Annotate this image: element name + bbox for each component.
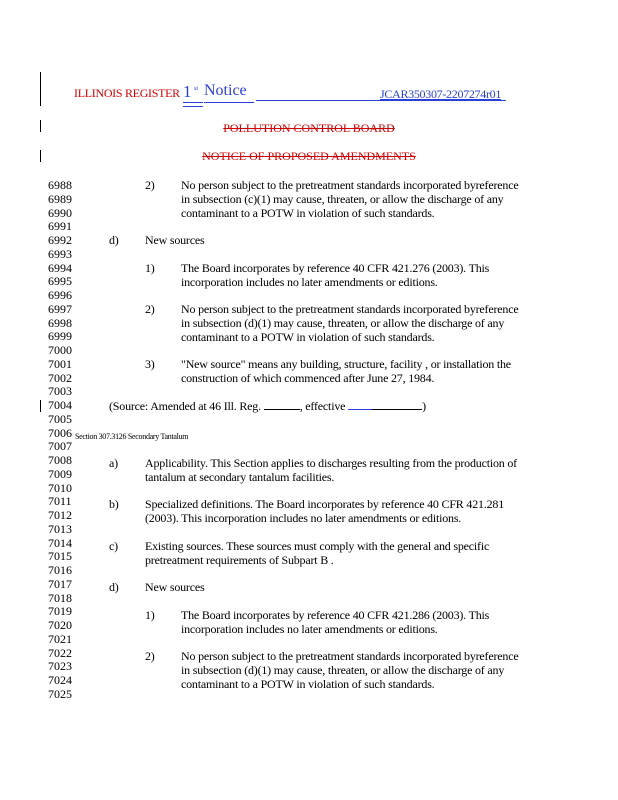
line-number: 7009: [48, 466, 72, 481]
header-underline: [183, 106, 203, 107]
list-label: 1): [145, 261, 155, 275]
line-number: 6999: [48, 329, 72, 344]
paragraph-line: Applicability. This Section applies to discharges resulting from the production of: [145, 456, 517, 470]
line-number: 6992: [48, 233, 72, 247]
list-label: 1): [145, 608, 155, 622]
list-label: d): [109, 233, 119, 247]
line-number: 7006: [48, 425, 72, 440]
paragraph-line: pretreatment requirements of Subpart B .: [145, 553, 334, 567]
source-note: [109, 399, 426, 413]
board-title: POLLUTION CONTROL BOARD: [223, 121, 395, 135]
header-underline: [183, 102, 203, 103]
register-title: ILLINOIS REGISTER: [74, 86, 180, 100]
line-number: 7025: [48, 686, 72, 701]
list-label: 2): [145, 302, 155, 316]
paragraph-line: incorporation includes no later amendments or editions.: [181, 622, 438, 636]
paragraph-line: incorporation includes no later amendments or editions.: [181, 275, 438, 289]
paragraph-line: Specialized definitions. The Board incorporates by reference 40 CFR 421.281: [145, 497, 505, 511]
line-number: 7015: [48, 549, 72, 564]
line-number: 7023: [48, 659, 72, 674]
line-number: 7000: [48, 343, 72, 357]
line-number: 6997: [48, 301, 72, 316]
source-text: ): [422, 399, 426, 413]
header-underline: [204, 102, 254, 103]
paragraph-line: No person subject to the pretreatment standards incorporated byreference: [181, 649, 519, 663]
paragraph-line: "New source" means any building, structure, facility , or installation the: [181, 357, 511, 371]
issue-number-suffix: st: [194, 86, 199, 92]
section-heading: Section 307.3126 Secondary Tantalum: [75, 432, 189, 441]
list-label: c): [109, 539, 118, 553]
source-text: , effective: [299, 399, 349, 413]
paragraph-line: The Board incorporates by reference 40 CFR 421.286 (2003). This: [181, 608, 490, 622]
paragraph-line: No person subject to the pretreatment standards incorporated byreference: [181, 178, 519, 192]
line-number: 6995: [48, 274, 72, 289]
issue-number: 1: [183, 82, 192, 101]
line-number: 6988: [48, 178, 72, 192]
line-number: 7010: [48, 480, 72, 495]
list-label: b): [109, 497, 119, 511]
subsection-heading: New sources: [145, 233, 205, 247]
paragraph-line: in subsection (d)(1) may cause, threaten, or allow the discharge of any: [181, 663, 505, 677]
line-number: 7005: [48, 411, 72, 426]
line-number: 6990: [48, 205, 72, 220]
line-number: 7016: [48, 563, 72, 577]
paragraph-line: contaminant to a POTW in violation of such standards.: [181, 330, 435, 344]
paragraph-line: in subsection (d)(1) may cause, threaten, or allow the discharge of any: [181, 316, 505, 330]
paragraph-line: No person subject to the pretreatment standards incorporated byreference: [181, 302, 519, 316]
paragraph-line: contaminant to a POTW in violation of such standards.: [181, 677, 435, 691]
line-number: 7003: [48, 384, 72, 399]
line-number: 7017: [48, 576, 72, 591]
notice-label: Notice: [204, 82, 247, 99]
line-number: 6996: [48, 288, 72, 302]
list-label: 3): [145, 357, 155, 371]
line-number: 7018: [48, 590, 72, 605]
line-number: 6991: [48, 219, 72, 234]
register-page-blank[interactable]: [264, 399, 300, 410]
document-code: JCAR350307-2207274r01: [380, 87, 502, 101]
subsection-heading: New sources: [145, 580, 205, 594]
line-number: 7008: [48, 453, 72, 467]
paragraph-line: tantalum at secondary tantalum facilities.: [145, 470, 335, 484]
effective-date-blank[interactable]: [348, 399, 422, 410]
line-number: 7013: [48, 521, 72, 536]
source-text: (Source: Amended at 46 Ill. Reg.: [109, 399, 264, 413]
change-bar: [40, 400, 41, 412]
paragraph-line: (2003). This incorporation includes no later amendments or editions.: [145, 511, 462, 525]
line-number: 7022: [48, 645, 72, 660]
notice-title: NOTICE OF PROPOSED AMENDMENTS: [202, 149, 416, 163]
line-number: 7011: [48, 494, 72, 509]
line-number: 6993: [48, 246, 72, 261]
paragraph-line: The Board incorporates by reference 40 CFR 421.276 (2003). This: [181, 261, 490, 275]
paragraph-line: contaminant to a POTW in violation of such standards.: [181, 206, 435, 220]
line-number: 6998: [48, 315, 72, 330]
change-bar: [40, 72, 41, 106]
paragraph-line: construction of which commenced after June 27, 1984.: [181, 371, 435, 385]
list-label: d): [109, 580, 119, 594]
line-number: 7001: [48, 356, 72, 371]
paragraph-line: in subsection (c)(1) may cause, threaten, or allow the discharge of any: [181, 192, 504, 206]
line-number: 7024: [48, 673, 72, 687]
line-number: 6989: [48, 191, 72, 206]
line-number: 7014: [48, 535, 72, 550]
line-number: 7012: [48, 508, 72, 522]
line-number: 7021: [48, 631, 72, 646]
line-number: 7020: [48, 618, 72, 632]
line-number: 7004: [48, 398, 72, 412]
line-number: 6994: [48, 260, 72, 275]
list-label: a): [109, 456, 118, 470]
line-number: 7019: [48, 604, 72, 619]
line-number: 7002: [48, 370, 72, 385]
paragraph-line: Existing sources. These sources must comply with the general and specific: [145, 539, 490, 553]
list-label: 2): [145, 649, 155, 663]
line-number: 7007: [48, 439, 72, 454]
list-label: 2): [145, 178, 155, 192]
